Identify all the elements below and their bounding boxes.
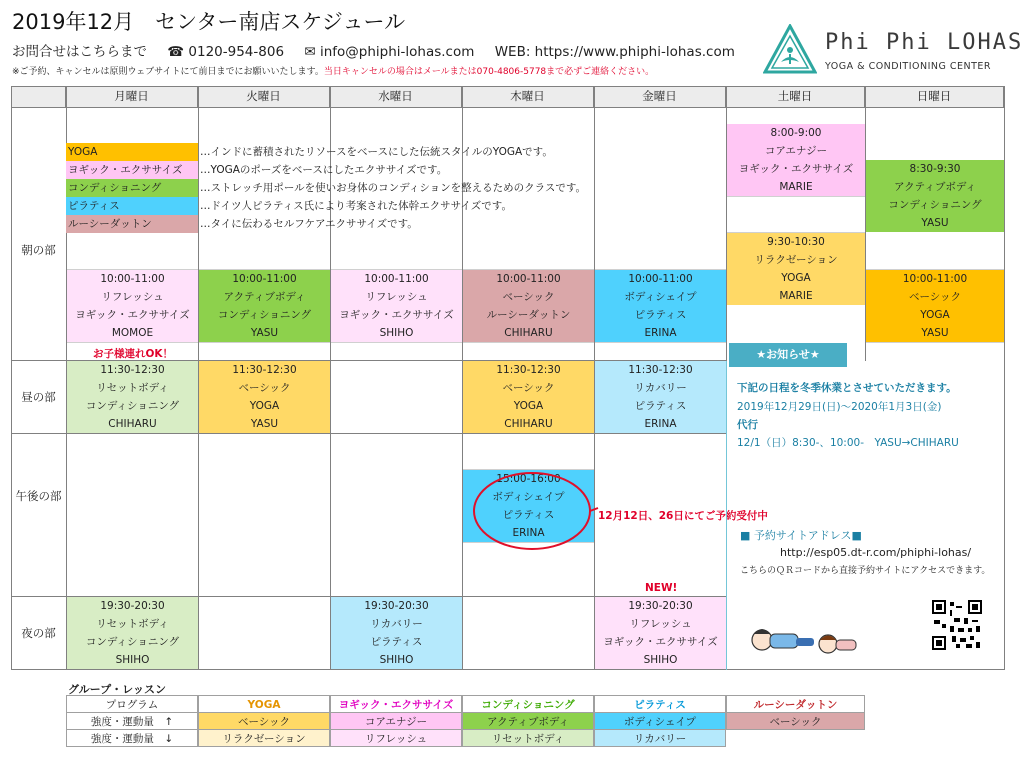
notice-line-3: 代行: [737, 419, 758, 431]
class-time: 8:30-9:30: [909, 163, 961, 175]
class-type: ルーシーダットン: [486, 309, 571, 321]
booking-site-label: ■ 予約サイトアドレス■: [740, 529, 862, 542]
day-header-tue: 火曜日: [198, 86, 330, 107]
class-instructor: MARIE: [779, 290, 813, 302]
reservation-note: [12, 64, 654, 77]
class-instructor: SHIHO: [115, 654, 150, 666]
kids-ok-note: お子様連れOK！: [93, 348, 174, 360]
class-name: ボディシェイプ: [624, 291, 697, 303]
group-cell: リカバリー: [594, 729, 726, 747]
legend-yoga: YOGA: [66, 143, 198, 161]
period-afternoon: 午後の部: [15, 489, 62, 503]
class-type: ピラティス: [634, 400, 687, 412]
group-header-pilates: ピラティス: [594, 695, 726, 713]
group-header-conditioning: コンディショニング: [462, 695, 594, 713]
day-header-wed: 水曜日: [330, 86, 462, 107]
notice-line-1: 下記の日程を冬季休業とさせていただきます。: [737, 382, 957, 394]
class-type: コンディショニング: [888, 199, 982, 211]
logo-name: Phi Phi LOHAS: [825, 30, 1024, 55]
class-type: ピラティス: [502, 509, 555, 521]
reservation-dates-note: 12月12日、26日にてご予約受付中: [598, 510, 768, 522]
email-address[interactable]: ✉ info@phiphi-lohas.com: [304, 44, 475, 60]
note-red: 当日キャンセルの場合はメールまたは070-4806-5778まで必ずご連絡ください。: [323, 67, 655, 77]
period-evening: 夜の部: [21, 626, 56, 640]
corner-cell: [11, 86, 66, 107]
day-header-mon: 月曜日: [66, 86, 198, 107]
legend-ruesi-datton: ルーシーダットン: [66, 215, 198, 233]
day-header-thu: 木曜日: [462, 86, 594, 107]
class-name: リフレッシュ: [101, 291, 164, 303]
class-time: 11:30-12:30: [232, 364, 297, 376]
class-sat-8am[interactable]: [727, 124, 865, 196]
legend-ruesi-datton-desc: …タイに伝わるセルフケアエクササイズです。: [200, 218, 418, 230]
class-time: 19:30-20:30: [628, 600, 693, 612]
class-name: ベーシック: [238, 382, 291, 394]
class-sat-930am[interactable]: [727, 233, 865, 305]
class-sun-10am[interactable]: [866, 270, 1004, 342]
legend-yoga-desc: …インドに蓄積されたリソースをベースにした伝統スタイルのYOGAです。: [200, 146, 553, 158]
class-fri-10am[interactable]: [595, 270, 726, 342]
class-instructor: ERINA: [512, 527, 545, 539]
group-cell: アクティブボディ: [462, 712, 594, 730]
class-name: コアエナジー: [764, 145, 828, 157]
class-type: YOGA: [920, 309, 950, 321]
class-type: コンディショニング: [85, 636, 180, 648]
class-wed-10am[interactable]: [331, 270, 462, 342]
class-name: リフレッシュ: [365, 291, 428, 303]
class-mon-10am[interactable]: [67, 270, 198, 342]
class-fri-1130[interactable]: [595, 361, 726, 433]
class-type: ピラティス: [370, 636, 423, 648]
booking-site-desc: こちらのＱＲコードから直接予約サイトにアクセスできます。: [740, 566, 991, 576]
highlight-circle: [470, 470, 600, 552]
class-name: リセットボディ: [96, 382, 169, 394]
class-type: ヨギック・エクササイズ: [339, 309, 454, 321]
class-tue-1130[interactable]: [199, 361, 330, 433]
group-cell: リラクゼーション: [198, 729, 330, 747]
class-instructor: YASU: [250, 418, 279, 430]
class-time: 10:00-11:00: [100, 273, 165, 285]
group-cell: リセットボディ: [462, 729, 594, 747]
class-sun-830am[interactable]: [866, 160, 1004, 232]
lotus-logo-icon: [763, 24, 817, 74]
class-type: ヨギック・エクササイズ: [738, 163, 854, 175]
class-instructor: ERINA: [644, 327, 677, 339]
new-badge: NEW!: [645, 582, 678, 594]
class-name: ベーシック: [502, 291, 555, 303]
website-url[interactable]: WEB: https://www.phiphi-lohas.com: [494, 44, 735, 60]
period-morning: 朝の部: [21, 243, 56, 257]
group-row-label: 強度・運動量 ↑: [66, 712, 198, 730]
class-name: アクティブボディ: [893, 181, 976, 193]
class-time: 10:00-11:00: [902, 273, 968, 285]
class-thu-10am[interactable]: [463, 270, 594, 342]
class-instructor: YASU: [921, 327, 949, 339]
class-instructor: ERINA: [644, 418, 677, 430]
logo-subtitle: YOGA & CONDITIONING CENTER: [825, 61, 992, 72]
legend-pilates: ピラティス: [66, 197, 198, 215]
class-name: リフレッシュ: [629, 618, 692, 630]
class-wed-1930[interactable]: [331, 597, 462, 669]
class-tue-10am[interactable]: [199, 270, 330, 342]
class-name: リカバリー: [634, 382, 687, 394]
class-time: 10:00-11:00: [496, 273, 561, 285]
legend-conditioning-desc: …ストレッチ用ポールを使いお身体のコンディションを整えるためのクラスです。: [200, 182, 586, 194]
contact-label: お問合せはこちらまで: [12, 44, 147, 60]
notice-line-2: 2019年12月29日(日)～2020年1月3日(金): [737, 401, 942, 413]
class-time: 10:00-11:00: [364, 273, 429, 285]
class-type: コンディショニング: [217, 309, 312, 321]
day-header-fri: 金曜日: [594, 86, 726, 107]
class-instructor: CHIHARU: [504, 418, 553, 430]
legend-yogic-exercise-desc: …YOGAのポーズをベースにしたエクササイズです。: [200, 164, 448, 176]
legend-conditioning: コンディショニング: [66, 179, 198, 197]
contact-line: [12, 40, 751, 60]
class-time: 15:00-16:00: [496, 473, 561, 485]
class-mon-1930[interactable]: [67, 597, 198, 669]
group-lesson-title: グループ・レッスン: [68, 683, 167, 696]
class-type: YOGA: [249, 400, 280, 412]
class-type: YOGA: [781, 272, 811, 284]
legend-yogic-exercise: ヨギック・エクササイズ: [66, 161, 198, 179]
note-black: ※ご予約、キャンセルは原則ウェブサイトにて前日までにお願いいたします。: [12, 67, 324, 77]
day-header-sun: 日曜日: [865, 86, 1004, 107]
class-name: リラクゼーション: [754, 254, 838, 266]
class-type: YOGA: [513, 400, 544, 412]
qr-code-icon[interactable]: [932, 600, 982, 650]
class-name: ベーシック: [502, 382, 555, 394]
class-instructor: MOMOE: [111, 327, 154, 339]
class-type: ヨギック・エクササイズ: [603, 636, 718, 648]
group-cell: リフレッシュ: [330, 729, 462, 747]
class-time: 19:30-20:30: [100, 600, 165, 612]
class-name: ベーシック: [908, 291, 962, 303]
class-type: コンディショニング: [85, 400, 180, 412]
group-header-yoga: YOGA: [198, 695, 330, 713]
class-time: 11:30-12:30: [628, 364, 693, 376]
class-time: 11:30-12:30: [100, 364, 165, 376]
class-time: 9:30-10:30: [767, 236, 825, 248]
notice-tab: ★お知らせ★: [729, 343, 847, 367]
day-header-sat: 土曜日: [726, 86, 865, 107]
class-name: リセットボディ: [96, 618, 169, 630]
booking-site-url[interactable]: http://esp05.dt-r.com/phiphi-lohas/: [780, 546, 972, 559]
class-type: ヨギック・エクササイズ: [75, 309, 190, 321]
group-row-label: 強度・運動量 ↓: [66, 729, 198, 747]
class-name: アクティブボディ: [223, 291, 306, 303]
class-instructor: YASU: [250, 327, 279, 339]
class-thu-1130[interactable]: [463, 361, 594, 433]
class-instructor: SHIHO: [379, 654, 414, 666]
group-cell: コアエナジー: [330, 712, 462, 730]
notice-line-4: 12/1（日）8:30-、10:00- YASU→CHIHARU: [737, 437, 959, 449]
class-time: 10:00-11:00: [232, 273, 297, 285]
class-instructor: SHIHO: [379, 327, 414, 339]
class-instructor: CHIHARU: [108, 418, 157, 430]
class-name: リカバリー: [370, 618, 423, 630]
class-time: 19:30-20:30: [364, 600, 429, 612]
relaxing-people-illustration-icon: [748, 622, 860, 658]
class-time: 10:00-11:00: [628, 273, 693, 285]
class-instructor: CHIHARU: [504, 327, 553, 339]
group-cell: ベーシック: [726, 712, 865, 730]
group-cell: ボディシェイプ: [594, 712, 726, 730]
period-noon: 昼の部: [21, 390, 56, 404]
group-header-program: プログラム: [66, 695, 198, 713]
class-instructor: YASU: [921, 217, 949, 229]
class-type: ピラティス: [634, 309, 687, 321]
group-header-yogic-exercise: ヨギック・エクササイズ: [330, 695, 462, 713]
class-instructor: SHIHO: [643, 654, 678, 666]
class-mon-1130[interactable]: [67, 361, 198, 433]
class-fri-1930[interactable]: [595, 597, 726, 669]
class-time: 11:30-12:30: [496, 364, 561, 376]
group-header-ruesi-datton: ルーシーダットン: [726, 695, 865, 713]
class-instructor: MARIE: [779, 181, 813, 193]
legend-pilates-desc: …ドイツ人ピラティス氏により考案された体幹エクササイズです。: [200, 200, 512, 212]
class-time: 8:00-9:00: [770, 127, 822, 139]
class-name: ボディシェイプ: [492, 491, 565, 503]
group-cell: ベーシック: [198, 712, 330, 730]
phone-number[interactable]: ☎ 0120-954-806: [167, 44, 285, 60]
page-title: 2019年12月 センター南店スケジュール: [12, 10, 406, 34]
